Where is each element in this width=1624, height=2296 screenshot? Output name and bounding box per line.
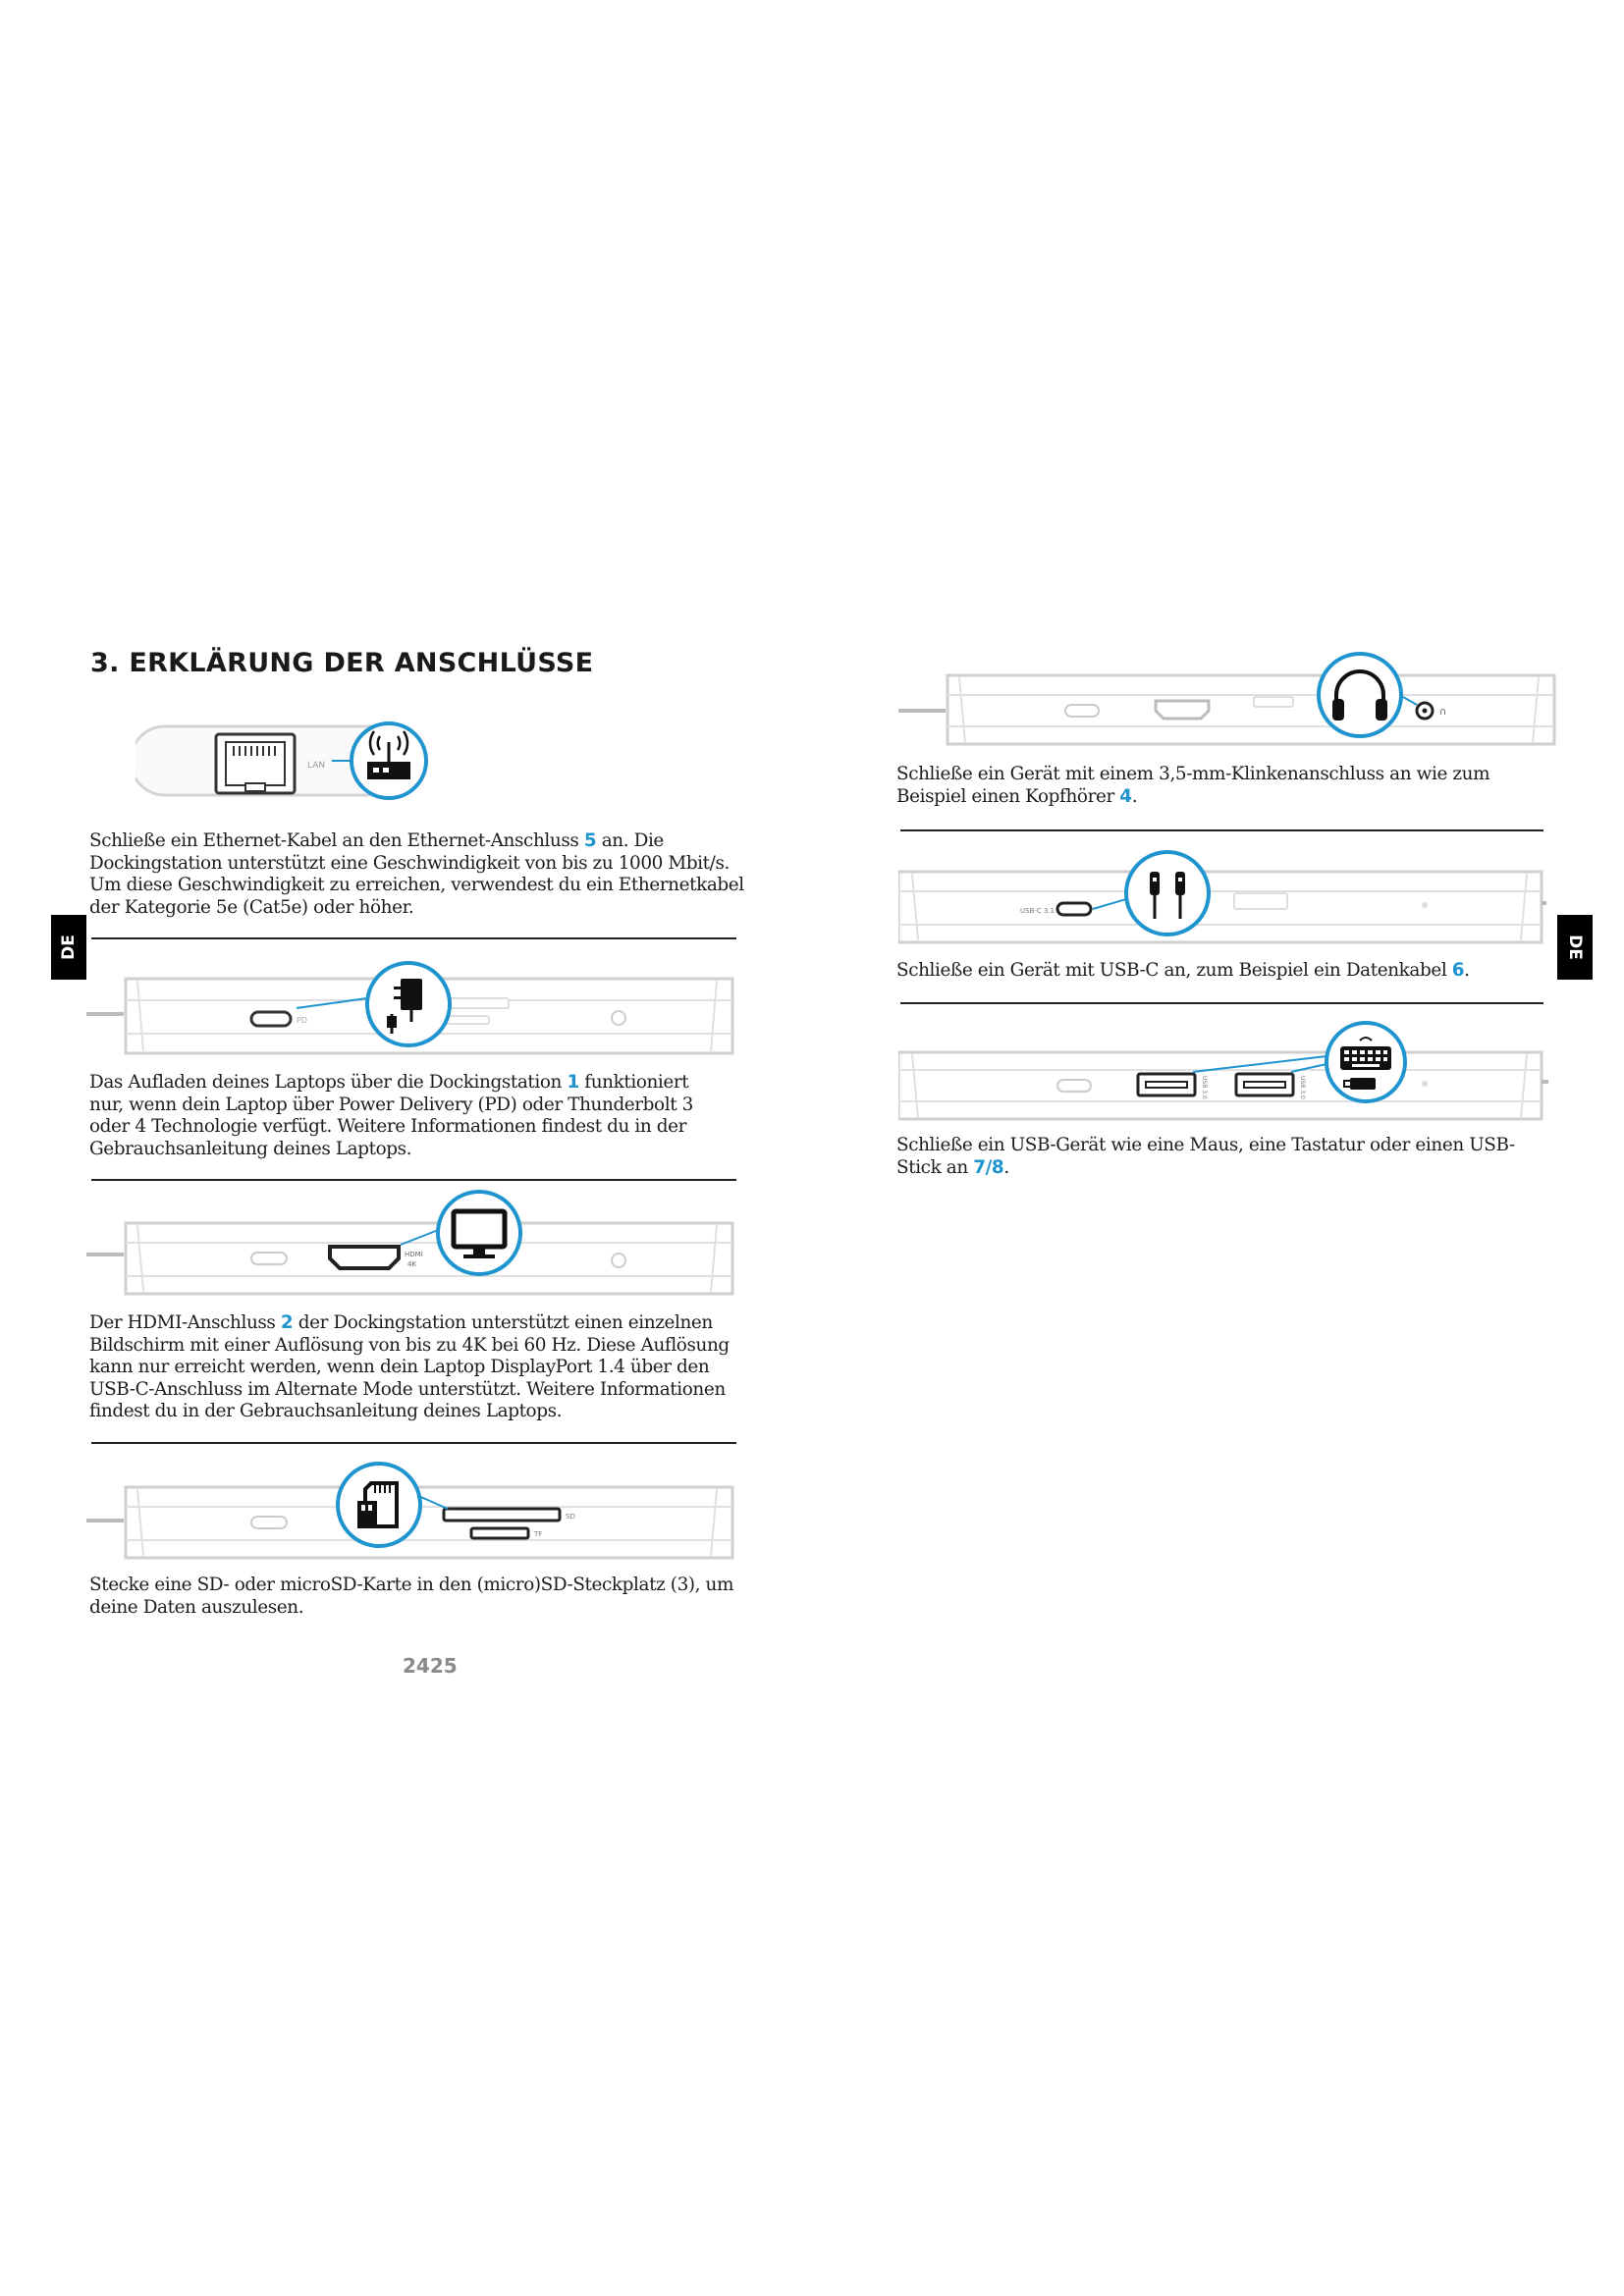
- svg-text:∩: ∩: [1439, 707, 1447, 718]
- sd-slot-label: SD: [566, 1513, 575, 1521]
- audio-jack-figure: [898, 648, 1558, 746]
- sdcard-text: Stecke eine SD- oder microSD-Karte in den (micro)SD-Steckplatz (3), um deine Daten auszulesen.: [89, 1575, 734, 1618]
- usba-text: Schließe ein USB-Gerät wie eine Maus, eine Tastatur oder einen USB- Stick an 7/8.: [896, 1135, 1515, 1178]
- pd-port-label: PD: [297, 1016, 307, 1025]
- microsd-slot-label: TF: [534, 1530, 543, 1538]
- usba-ports-figure: [898, 1021, 1548, 1124]
- divider: [900, 1002, 1543, 1004]
- page-number: 2425: [403, 1654, 458, 1678]
- sd-card-icon: [357, 1483, 397, 1528]
- port-number-6: 6: [1451, 960, 1465, 981]
- usba-port-7-label: USB 3.0: [1201, 1076, 1208, 1099]
- port-number-7-8: 7/8: [973, 1156, 1004, 1178]
- usba-port-8-label: USB 3.0: [1299, 1076, 1306, 1099]
- hdmi-text: Der HDMI-Anschluss 2 der Dockingstation unterstützt einen einzelnen Bildschirm mit einer Auflösung von bis zu 4K bei 60 Hz. Diese Auflösung kann nur erreicht werden, wenn dein Laptop DisplayPort 1.4 über den USB-C-Anschluss im Alternate Mode unterstützt. Weitere Informationen findest du in der Gebrauchsanleitung deines Laptops.: [89, 1312, 730, 1421]
- port-number-2: 2: [280, 1312, 294, 1333]
- microsd-slot: [471, 1528, 528, 1538]
- divider: [91, 1442, 736, 1444]
- divider: [91, 1179, 736, 1181]
- port-number-4: 4: [1119, 785, 1132, 807]
- port-number-5: 5: [583, 830, 597, 851]
- ethernet-text: Schließe ein Ethernet-Kabel an den Ethernet-Anschluss 5 an. Die Dockingstation unterstützt eine Geschwindigkeit von bis zu 1000 Mbit/s. Um diese Geschwindigkeit zu erreichen, verwendest du ein Ethernetkabel der Kategorie 5e (Cat5e) oder höher.: [89, 830, 744, 918]
- usbc-port-label: USB-C 3.1: [1020, 907, 1056, 915]
- hdmi-4k-label: 4K: [407, 1260, 417, 1268]
- divider: [900, 829, 1543, 831]
- hdmi-port-figure: [86, 1186, 736, 1299]
- charging-port-figure: [86, 957, 736, 1065]
- usbc-text: Schließe ein Gerät mit USB-C an, zum Beispiel ein Datenkabel 6.: [896, 960, 1470, 981]
- sd-slot-figure: [86, 1458, 736, 1561]
- hdmi-port: [330, 1247, 399, 1268]
- lan-port-label: LAN: [307, 761, 326, 771]
- language-tab-right: DE: [1557, 915, 1593, 980]
- audio-text: Schließe ein Gerät mit einem 3,5-mm-Klinkenanschluss an wie zum Beispiel einen Kopfhörer 4.: [896, 764, 1490, 807]
- sd-slot: [444, 1509, 560, 1521]
- language-tab-left: DE: [51, 915, 86, 980]
- pd-port: [251, 1012, 291, 1026]
- page-title: 3. ERKLÄRUNG DER ANSCHLÜSSE: [90, 648, 594, 678]
- ethernet-port-figure: [135, 707, 450, 815]
- usbc-port-figure: [898, 844, 1546, 947]
- usbc-port: [1057, 903, 1091, 915]
- port-number-1: 1: [567, 1072, 579, 1093]
- charging-text: Das Aufladen deines Laptops über die Dockingstation 1 funktioniert nur, wenn dein Laptop über Power Delivery (PD) oder Thunderbolt 3 oder 4 Technologie verfügt. Weitere Informationen findest du in der Gebrauchsanleitung deines Laptops.: [89, 1072, 693, 1159]
- divider: [91, 937, 736, 939]
- hdmi-port-label: HDMI: [405, 1251, 423, 1258]
